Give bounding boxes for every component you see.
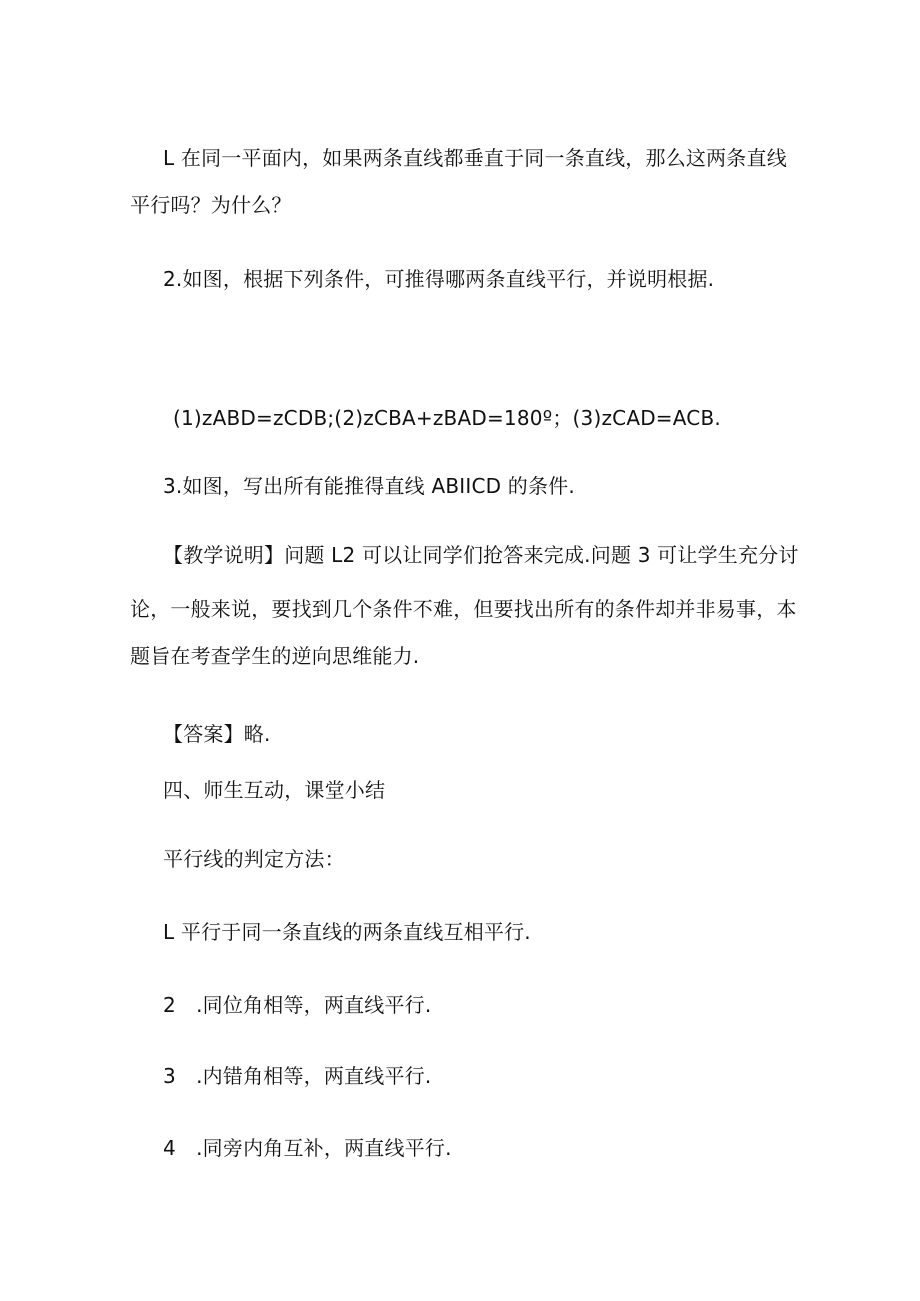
question-2: 2.如图，根据下列条件，可推得哪两条直线平行，并说明根据. (163, 267, 715, 291)
question-1-line-2: 平行吗？为什么？ (130, 193, 292, 217)
teaching-note-line-2: 论，一般来说，要找到几个条件不难，但要找出所有的条件却并非易事，本 (130, 597, 797, 621)
method-item: 2 .同位角相等，两直线平行. (163, 993, 432, 1017)
method-item: L 平行于同一条直线的两条直线互相平行. (163, 920, 531, 944)
method-item: 3 .内错角相等，两直线平行. (163, 1064, 432, 1088)
section-4-heading: 四、师生互动，课堂小结 (163, 778, 386, 802)
answer: 【答案】略. (163, 722, 271, 746)
methods-intro: 平行线的判定方法： (163, 847, 345, 871)
method-item: 4 .同旁内角互补，两直线平行. (163, 1136, 452, 1160)
teaching-note-line-1: 【教学说明】问题 L2 可以让同学们抢答来完成.问题 3 可让学生充分讨 (163, 543, 799, 567)
question-2-conditions: (1)zABD=zCDB;(2)zCBA+zBAD=180º；(3)zCAD=ACB. (173, 406, 721, 430)
question-3: 3.如图，写出所有能推得直线 ABIICD 的条件. (163, 474, 575, 498)
teaching-note-line-3: 题旨在考查学生的逆向思维能力. (130, 644, 420, 668)
question-1-line-1: L 在同一平面内，如果两条直线都垂直于同一条直线，那么这两条直线 (163, 146, 787, 170)
